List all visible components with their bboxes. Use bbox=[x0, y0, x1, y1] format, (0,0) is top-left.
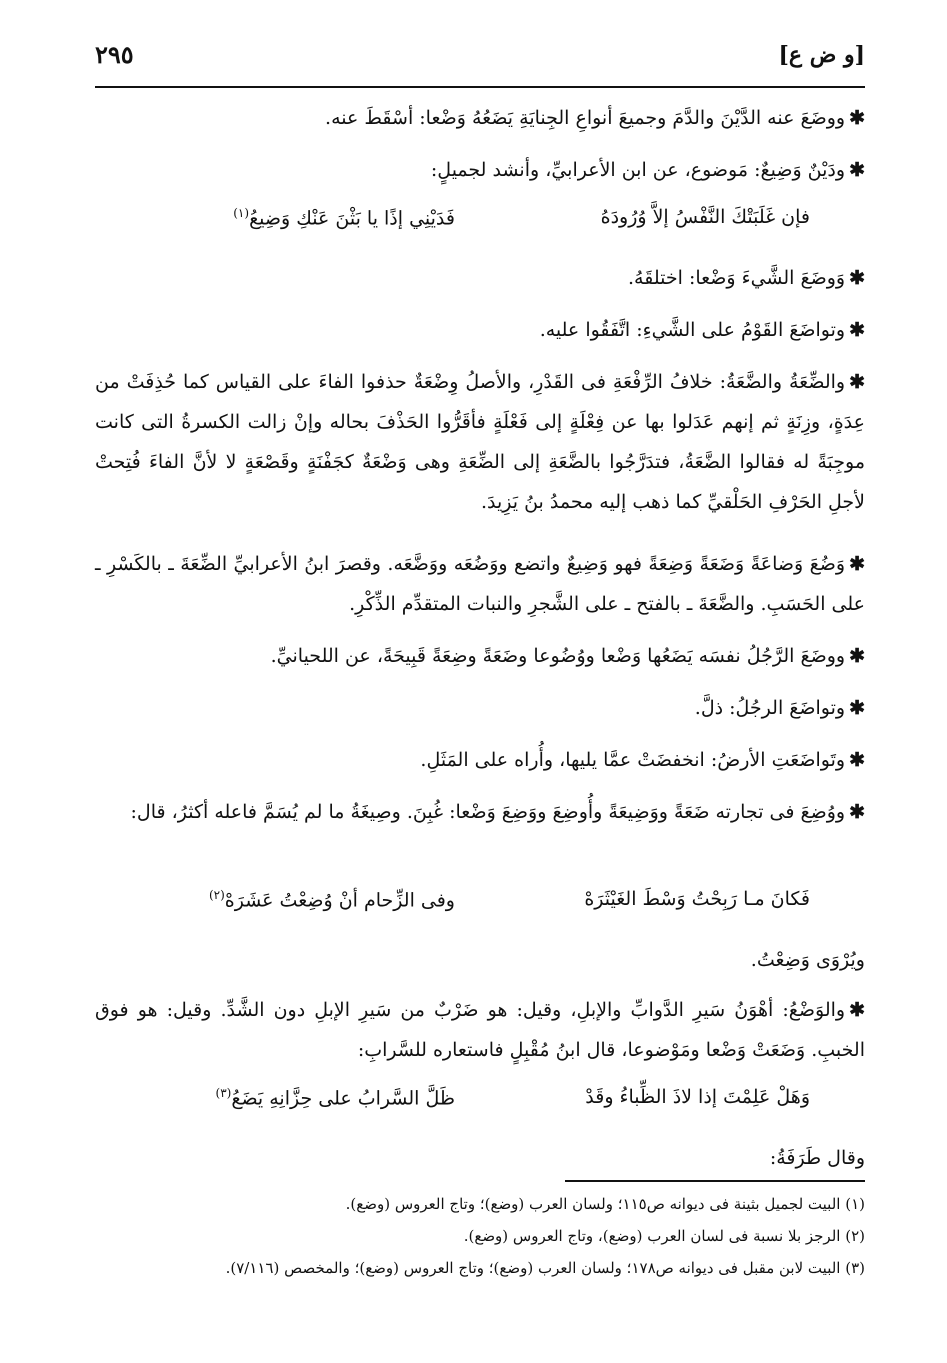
paragraph-text: ووُضِعَ فى تجارته ضَعَةً ووَضِيعَةً وأُوضِعَ ووَضِعَ وَضْعا: غُبِنَ. وصِيغَةُ ما لم يُسَمَّ فاعله أكثرُ، قال: bbox=[130, 801, 846, 823]
verse-2 bbox=[95, 884, 865, 928]
verse-hemistich-first: فإن غَلَبَتْكَ النَّفْسُ إلاَّ وُرُودَهُ bbox=[600, 206, 810, 228]
paragraph-text: والوَضْعُ: أهْوَنُ سَيرِ الدَّوابِّ والإبلِ، وقيل: هو ضَرْبٌ من سَيرِ الإبلِ دون الشَّدِّ. وقيل: هو فوق الخببِ. وَضَعَتْ وَضْعا ومَوْضوعا، قال ابنُ مُقْبِلٍ فاستعاره للسَّرابِ: bbox=[95, 999, 865, 1061]
paragraph-text: ووضَعَ عنه الدَّيْنَ والدَّمَ وجميعَ أنواعِ الجِنايَةِ يَضَعُهُ وَضْعا: أسْقَطَ عنه. bbox=[325, 107, 846, 129]
footnote-ref: (٢) bbox=[208, 888, 225, 902]
bullet-icon: ✱ bbox=[849, 371, 865, 393]
verse-hemistich-second bbox=[216, 1086, 456, 1109]
paragraph-9 bbox=[95, 740, 865, 780]
footnote-ref: (٣) bbox=[215, 1086, 232, 1100]
footnote-1: (١) البيت لجميل بثينة فى ديوانه ص١١٥؛ ولسان العرب (وضع)؛ وتاج العروس (وضع). bbox=[345, 1195, 865, 1213]
paragraph-6 bbox=[95, 544, 865, 624]
entry-body bbox=[95, 98, 865, 1188]
paragraph-1 bbox=[95, 98, 865, 138]
bullet-icon: ✱ bbox=[849, 645, 865, 667]
root-heading: [و ض ع] bbox=[778, 42, 865, 68]
verse-hemistich-first: فَكانَ مـا رَبِحْتُ وَسْطَ الغَيْثَرَهْ bbox=[584, 888, 810, 910]
bullet-icon: ✱ bbox=[849, 801, 865, 823]
bullet-icon: ✱ bbox=[849, 267, 865, 289]
quote-intro-line: وقال طَرَفَةُ: bbox=[769, 1147, 865, 1169]
bullet-icon: ✱ bbox=[849, 749, 865, 771]
paragraph-text: ووضَعَ الرَّجُلُ نفسَه يَضَعُها وَضْعا ووُضُوعا وضَعَةً وضِعَةً قَبِيحَةً، عن اللحيانيِّ. bbox=[270, 645, 846, 667]
paragraph-7 bbox=[95, 636, 865, 676]
verse-hemistich-second bbox=[233, 206, 455, 229]
paragraph-5 bbox=[95, 362, 865, 532]
header-rule bbox=[95, 86, 865, 88]
bullet-icon: ✱ bbox=[849, 159, 865, 181]
footnotes bbox=[95, 1190, 865, 1314]
hemistich-text: وفى الزِّحام أنْ وُضِعْتُ عَشَرَهْ bbox=[224, 889, 455, 912]
footnote-3: (٣) البيت لابن مقبل فى ديوانه ص١٧٨؛ ولسان العرب (وضع)؛ وتاج العروس (وضع)؛ والمخصص (٧/١١٦). bbox=[225, 1259, 865, 1277]
page-header bbox=[95, 36, 865, 84]
bullet-icon: ✱ bbox=[849, 553, 865, 575]
paragraph-text: وتَواضَعَتِ الأرضُ: انخفضَتْ عمَّا يليها، وأُراه على المَثَلِ. bbox=[420, 749, 846, 771]
footnote-ref: (١) bbox=[233, 206, 250, 220]
verse-hemistich-first: وَهَلْ عَلِمْتَ إذا لاذَ الظِّباءُ وقَدْ bbox=[585, 1086, 810, 1108]
paragraph-11 bbox=[95, 990, 865, 1070]
bullet-icon: ✱ bbox=[849, 999, 865, 1021]
verse-3 bbox=[95, 1082, 865, 1126]
paragraph-text: وتواضَعَ الرجُلُ: ذلَّ. bbox=[694, 697, 846, 719]
bullet-icon: ✱ bbox=[849, 319, 865, 341]
paragraph-4 bbox=[95, 310, 865, 350]
paragraph-2 bbox=[95, 150, 865, 190]
footnote-2: (٢) الرجز بلا نسبة فى لسان العرب (وضع)، وتاج العروس (وضع). bbox=[463, 1227, 865, 1245]
paragraph-8 bbox=[95, 688, 865, 728]
footnote-rule bbox=[565, 1180, 865, 1182]
paragraph-3 bbox=[95, 258, 865, 298]
page-number: ٢٩٥ bbox=[95, 40, 134, 69]
paragraph-text: وَوضَعَ الشَّيءَ وَضْعا: اختلقَهُ. bbox=[628, 267, 846, 289]
variant-reading-line: ويُرْوَى وَضِعْتُ. bbox=[750, 949, 865, 971]
paragraph-10 bbox=[95, 792, 865, 872]
paragraph-text: وتواضَعَ القَوْمُ على الشَّيءِ: اتَّفَقُوا عليه. bbox=[539, 319, 846, 341]
paragraph-text: وَضُعَ وَضاعَةً وَضَعَةً وَضِعَةً فهو وَضِيعٌ واتضع ووَضُعَه ووَضَّعَه. وقصرَ ابنُ الأعرابيِّ الضِّعَةَ ـ بالكَسْرِ ـ على الحَسَبِ. والضَّعَةَ ـ بالفتح ـ على الشَّجرِ والنبات المتقدِّم الذِّكْرِ. bbox=[95, 553, 865, 615]
bullet-icon: ✱ bbox=[849, 107, 865, 129]
bullet-icon: ✱ bbox=[849, 697, 865, 719]
verse-hemistich-second bbox=[209, 888, 455, 911]
paragraph-text: ودَيْنٌ وَضِيعٌ: مَوضوع، عن ابن الأعرابيِّ، وأنشد لجميلٍ: bbox=[430, 159, 846, 181]
hemistich-text: فَدَيْنِي إذًا يا بَثْنَ عَنْكِ وَضِيعُ bbox=[249, 207, 455, 230]
paragraph-text: والضِّعَةُ والضَّعَةُ: خلافُ الرِّفْعَةِ فى القَدْرِ، والأصلُ وِضْعَةٌ حذفوا الفاءَ على القياس كما حُذِفَتْ من عِدَةٍ، وزِنَةٍ ثم إنهم عَدَلوا بها عن فِعْلَةٍ إلى فَعْلَةٍ فأقَرُّوا الحَذْفَ بحاله وإنْ زالت الكسرةُ التى كانت موجِبَةً له فقالوا الضَّعَةُ، فتدَرَّجُوا بالضَّعَةِ إلى الضِّعَةِ وهى وَضْعَةٌ كجَفْنَةٍ وقَصْعَةٍ لا لأنَّ الفاءَ فُتِحتْ لأجلِ الحَرْفِ الحَلْقيِّ كما ذهب إليه محمدُ بنُ يَزِيدَ. bbox=[95, 371, 865, 513]
verse-1 bbox=[95, 202, 865, 246]
hemistich-text: ظَلَّ السَّرابُ على حِزَّانِهِ يَضَعُ bbox=[231, 1087, 455, 1110]
